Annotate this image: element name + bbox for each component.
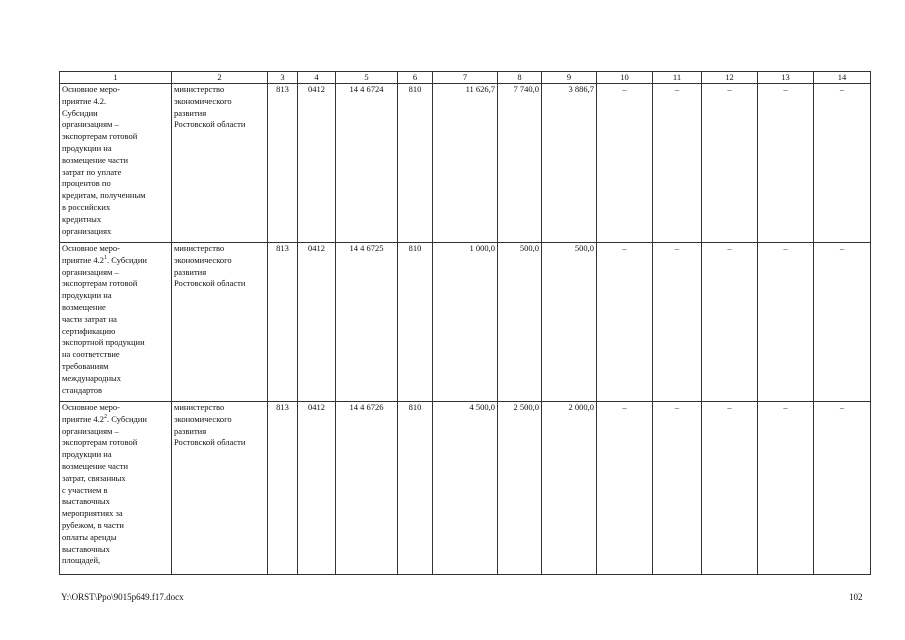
table-row	[60, 84, 871, 243]
total-amount: 1 000,0	[433, 243, 498, 402]
column-header: 11	[653, 72, 702, 84]
year-amount: –	[597, 402, 653, 575]
year-amount: –	[814, 402, 871, 575]
column-number-row	[60, 72, 871, 84]
activity-name	[60, 243, 172, 402]
year-amount: –	[758, 402, 814, 575]
year-amount: –	[814, 84, 871, 243]
vr-code: 810	[398, 243, 433, 402]
csr-code: 14 4 6724	[336, 84, 398, 243]
year-amount: 500,0	[498, 243, 542, 402]
year-amount: –	[702, 243, 758, 402]
activity-name-part: Основное меро- приятие 4.2	[62, 402, 121, 424]
superscript-index: 2	[104, 413, 108, 420]
year-amount: –	[597, 84, 653, 243]
csr-code: 14 4 6725	[336, 243, 398, 402]
grbs-code: 813	[268, 402, 298, 575]
budget-table	[59, 71, 871, 575]
table-row	[60, 243, 871, 402]
activity-name	[60, 402, 172, 575]
year-amount: –	[702, 84, 758, 243]
grbs-code: 813	[268, 84, 298, 243]
year-amount: 2 500,0	[498, 402, 542, 575]
year-amount: –	[758, 84, 814, 243]
vr-code: 810	[398, 402, 433, 575]
year-amount: 7 740,0	[498, 84, 542, 243]
executor-name: министерство экономического развития Ростовской области	[172, 84, 268, 243]
column-header: 10	[597, 72, 653, 84]
page-number: 102	[849, 592, 863, 602]
total-amount: 4 500,0	[433, 402, 498, 575]
year-amount: –	[702, 402, 758, 575]
year-amount: –	[597, 243, 653, 402]
column-header: 2	[172, 72, 268, 84]
grbs-code: 813	[268, 243, 298, 402]
rzpr-code: 0412	[298, 84, 336, 243]
rzpr-code: 0412	[298, 402, 336, 575]
column-header: 13	[758, 72, 814, 84]
column-header: 4	[298, 72, 336, 84]
activity-name: Основное меро- приятие 4.2. Субсидии организациям – экспортерам готовой продукции на возмещение части затрат по уплате процентов по кредитам, полученным в российских кредитных организациях	[60, 84, 172, 243]
executor-name: министерство экономического развития Ростовской области	[172, 402, 268, 575]
activity-name-part: . Субсидии организациям – экспортерам готовой продукции на возмещение части затрат, связанных с участием в выставочных мероприятиях за рубежом, в части оплаты аренды выставочных площадей,	[62, 413, 147, 566]
column-header: 14	[814, 72, 871, 84]
year-amount: 500,0	[542, 243, 597, 402]
column-header: 8	[498, 72, 542, 84]
year-amount: –	[814, 243, 871, 402]
column-header: 9	[542, 72, 597, 84]
table-row	[60, 402, 871, 575]
year-amount: –	[653, 402, 702, 575]
column-header: 7	[433, 72, 498, 84]
superscript-index: 1	[104, 254, 108, 261]
rzpr-code: 0412	[298, 243, 336, 402]
year-amount: –	[758, 243, 814, 402]
year-amount: –	[653, 243, 702, 402]
activity-name-part: Основное меро- приятие 4.2	[62, 243, 121, 265]
column-header: 1	[60, 72, 172, 84]
column-header: 3	[268, 72, 298, 84]
activity-name-part: . Субсидии организациям – экспортерам готовой продукции на возмещение части затрат на сертификацию экспортной продукции на соответствие требованиям международных стандартов	[62, 254, 147, 395]
column-header: 5	[336, 72, 398, 84]
csr-code: 14 4 6726	[336, 402, 398, 575]
executor-name: министерство экономического развития Ростовской области	[172, 243, 268, 402]
file-path: Y:\ORST\Ppo\9015p649.f17.docx	[61, 592, 184, 602]
year-amount: –	[653, 84, 702, 243]
vr-code: 810	[398, 84, 433, 243]
year-amount: 3 886,7	[542, 84, 597, 243]
column-header: 6	[398, 72, 433, 84]
column-header: 12	[702, 72, 758, 84]
year-amount: 2 000,0	[542, 402, 597, 575]
total-amount: 11 626,7	[433, 84, 498, 243]
